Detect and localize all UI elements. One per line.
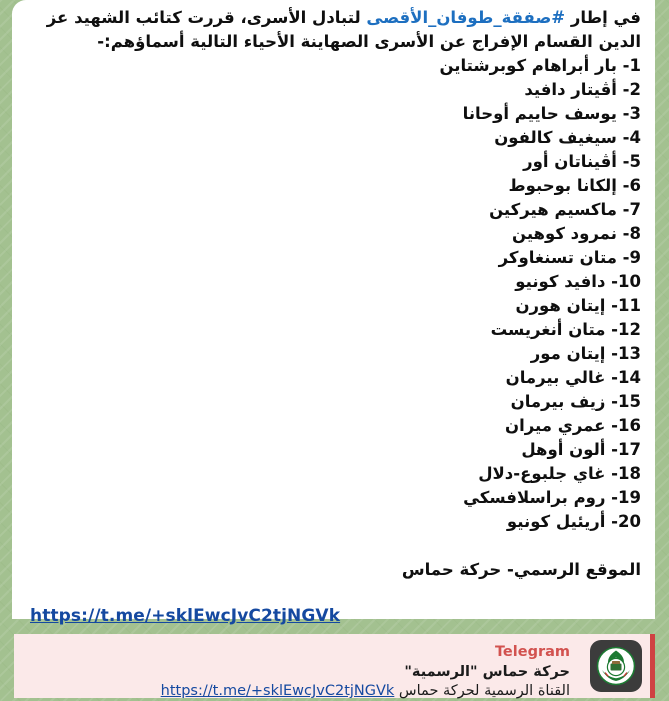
intro-text-after-hashtag: لتبادل الأسرى، قررت كتائب الشهيد عز الدين القسام الإفراج عن الأسرى الصهاينة الأحياء التالية أسماؤهم:- <box>46 8 641 51</box>
list-item: 19- روم براسلافسكي <box>463 488 641 507</box>
list-item: 20- أريئيل كونيو <box>506 512 641 531</box>
link-preview-title: حركة حماس "الرسمية" <box>404 664 570 680</box>
link-preview-site-name: Telegram <box>494 644 570 660</box>
list-item: 8- نمرود كوهين <box>511 224 641 243</box>
list-item: 5- أڤيناتان أور <box>523 152 641 171</box>
list-item: 2- أڤيتار دافيد <box>524 80 641 99</box>
list-item: 15- زيف بيرمان <box>510 392 641 411</box>
hashtag-link[interactable]: #صفقة_طوفان_الأقصى <box>366 8 566 27</box>
telegram-url-link[interactable]: https://t.me/+sklEwcJvC2tjNGVk <box>30 606 341 626</box>
list-item: 1- بار أبراهام كوبرشتاين <box>439 56 641 75</box>
list-item: 13- إيتان مور <box>530 344 641 363</box>
link-preview-description-link[interactable]: https://t.me/+sklEwcJvC2tjNGVk <box>160 683 395 699</box>
prisoner-name-list <box>26 54 641 534</box>
list-item: 14- غالي بيرمان <box>505 368 641 387</box>
link-preview-header <box>20 643 570 663</box>
intro-text-before-hashtag: في إطار <box>565 8 641 27</box>
message-intro-paragraph <box>26 6 641 54</box>
message-signature: الموقع الرسمي- حركة حماس <box>401 560 641 579</box>
list-item: 12- متان أنغريست <box>490 320 641 339</box>
link-preview-text <box>14 634 580 701</box>
link-preview-card[interactable] <box>14 634 655 698</box>
list-item: 17- ألون أوهل <box>521 440 641 459</box>
list-item: 18- غاي جلبوع-دلال <box>478 464 641 483</box>
list-item: 6- إلكانا بوحبوط <box>508 176 641 195</box>
list-item: 7- ماكسيم هيركين <box>489 200 641 219</box>
hamas-emblem-icon <box>590 640 642 692</box>
link-preview-description-text: القناة الرسمية لحركة حماس <box>394 683 570 699</box>
list-item: 10- دافيد كونيو <box>515 272 641 291</box>
telegram-url-row <box>26 596 641 630</box>
list-item: 9- متان تسنغاوكر <box>498 248 641 267</box>
message-text-body <box>12 0 655 630</box>
list-item: 11- إيتان هورن <box>515 296 641 315</box>
link-preview-description <box>20 682 570 701</box>
message-card <box>12 0 655 699</box>
list-item: 16- عمري ميران <box>505 416 641 435</box>
list-item: 4- سيغيف كالفون <box>494 128 641 147</box>
list-item: 3- يوسف حاييم أوحانا <box>462 104 641 123</box>
